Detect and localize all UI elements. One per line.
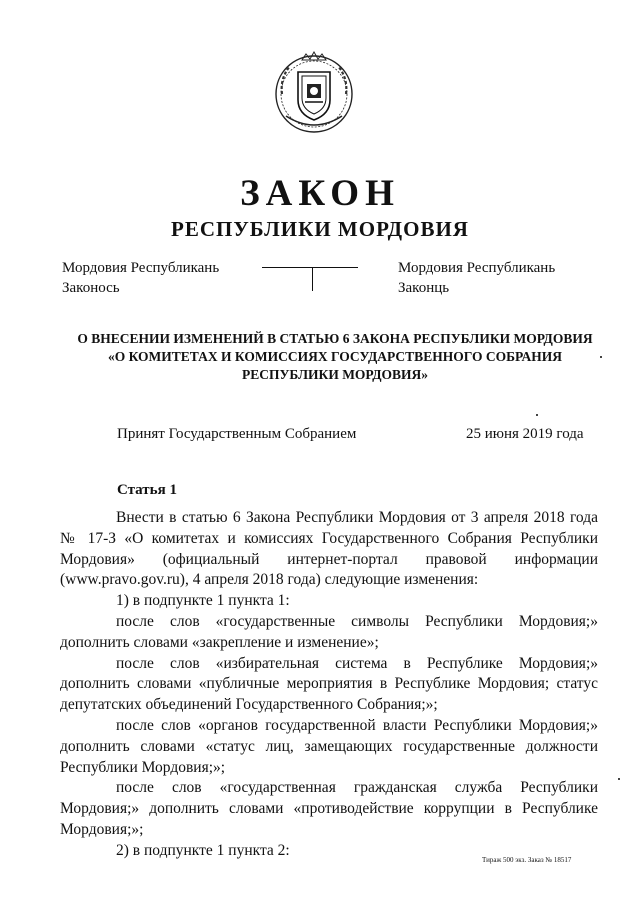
article-paragraph: после слов «государственная гражданская служба Республики Мордовия;» дополнить словами «противодействие коррупции в Республике Мордовия;»; bbox=[60, 779, 598, 838]
law-title: ЗАКОН bbox=[240, 173, 400, 214]
scan-speck bbox=[536, 414, 538, 416]
header-left-block bbox=[62, 258, 219, 298]
article-paragraph: после слов «органов государственной власти Республики Мордовия;» дополнить словами «статус лиц, замещающих государственные должности Республики Мордовия;»; bbox=[60, 716, 598, 776]
header-right-line2: Законць bbox=[398, 280, 450, 296]
article-paragraph: 1) в подпункте 1 пункта 1: bbox=[116, 592, 290, 610]
header-left-line2: Законось bbox=[62, 280, 120, 296]
law-heading-line1: О ВНЕСЕНИИ ИЗМЕНЕНИЙ В СТАТЬЮ 6 ЗАКОНА РЕСПУБЛИКИ МОРДОВИЯ bbox=[77, 331, 593, 346]
article-paragraph: Внести в статью 6 Закона Республики Мордовия от 3 апреля 2018 года № 17-З «О комитетах и комиссиях Государственного Собрания Республики Мордовия» (официальный интернет-портал правовой информации (www.pravo.gov.ru), 4 апреля 2018 года) следующие изменения: bbox=[60, 509, 598, 589]
coat-of-arms-emblem bbox=[272, 50, 356, 136]
header-right-line1: Мордовия Республикань bbox=[398, 260, 556, 276]
law-subtitle: РЕСПУБЛИКИ МОРДОВИЯ bbox=[171, 217, 469, 241]
header-right-block bbox=[398, 258, 555, 298]
article-paragraph: после слов «государственные символы Республики Мордовия;» дополнить словами «закрепление и изменение»; bbox=[60, 612, 598, 651]
law-heading-line3: РЕСПУБЛИКИ МОРДОВИЯ» bbox=[241, 367, 429, 382]
adopted-date: 25 июня 2019 года bbox=[466, 426, 584, 442]
article-body bbox=[60, 508, 598, 862]
adopted-label: Принят Государственным Собранием bbox=[117, 426, 357, 442]
law-heading bbox=[70, 330, 600, 384]
article-paragraph: после слов «избирательная система в Республике Мордовия;» дополнить словами «публичные мероприятия в Республике Мордовия; статус депутатских объединений Государственного Собрания;»; bbox=[60, 654, 598, 714]
scan-speck bbox=[600, 356, 602, 358]
scan-speck bbox=[618, 778, 620, 780]
article-paragraph: 2) в подпункте 1 пункта 2: bbox=[116, 841, 290, 859]
header-divider-stem bbox=[312, 267, 313, 291]
article-title: Статья 1 bbox=[117, 482, 177, 498]
header-left-line1: Мордовия Республикань bbox=[62, 260, 220, 276]
law-heading-line2: «О КОМИТЕТАХ И КОМИССИЯХ ГОСУДАРСТВЕННОГО СОБРАНИЯ bbox=[107, 349, 563, 364]
header-divider-line bbox=[262, 267, 358, 268]
print-info: Тираж 500 экз. Заказ № 18517 bbox=[482, 856, 572, 864]
